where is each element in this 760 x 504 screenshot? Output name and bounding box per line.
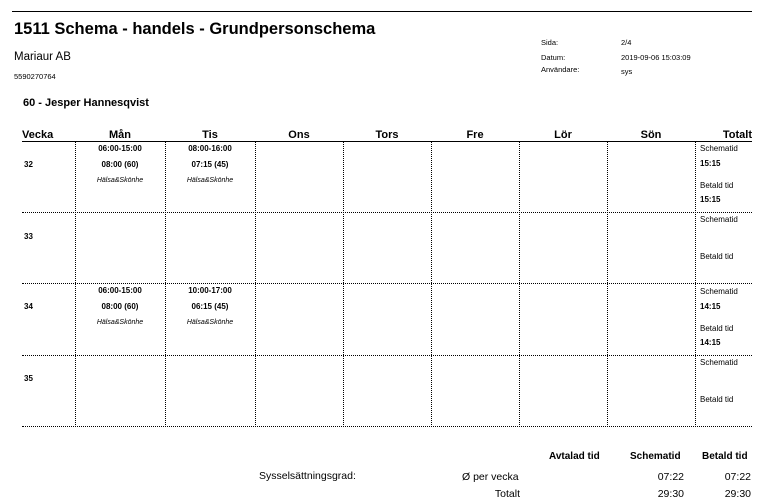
total-paid-label: Betald tid <box>700 252 734 261</box>
employee-name: 60 - Jesper Hannesqvist <box>23 97 149 109</box>
week-number: 33 <box>24 232 33 241</box>
user-label: Användare: <box>541 65 580 74</box>
total-paid-value: 14:15 <box>700 338 721 347</box>
org-number: 5590270764 <box>14 72 56 81</box>
week-number: 32 <box>24 160 33 169</box>
company-name: Mariaur AB <box>14 51 71 63</box>
col-header-total: Totalt <box>722 129 752 141</box>
total-paid-label: Betald tid <box>700 324 734 333</box>
total-schedule: 29:30 <box>657 488 684 500</box>
row-divider <box>22 426 752 427</box>
total-schedule-label: Schematid <box>700 358 738 367</box>
user-value: sys <box>621 67 633 76</box>
row-divider <box>22 355 752 356</box>
shift-department: Hälsa&Skönhe <box>186 177 234 184</box>
summary-header-paid: Betald tid <box>702 451 748 462</box>
day-cell-mon <box>75 144 165 185</box>
row-divider <box>22 283 752 284</box>
per-week-paid: 07:22 <box>724 471 751 483</box>
day-cell-tue <box>165 144 255 185</box>
shift-hours: 06:15 (45) <box>191 302 229 311</box>
row-divider <box>22 212 752 213</box>
day-cell-tue <box>165 286 255 327</box>
column-divider <box>255 142 256 427</box>
shift-department: Hälsa&Skönhe <box>186 319 234 326</box>
page-label: Sida: <box>541 38 559 47</box>
shift-hours: 08:00 (60) <box>101 160 139 169</box>
total-schedule-label: Schematid <box>700 287 738 296</box>
total-schedule-value: 15:15 <box>700 159 721 168</box>
report-title: 1511 Schema - handels - Grundpersonschema <box>14 20 376 38</box>
total-paid-label: Betald tid <box>700 395 734 404</box>
total-schedule-label: Schematid <box>700 144 738 153</box>
col-header-tue: Tis <box>202 129 218 141</box>
column-divider <box>519 142 520 427</box>
shift-department: Hälsa&Skönhe <box>96 319 144 326</box>
date-label: Datum: <box>541 53 566 62</box>
column-divider <box>431 142 432 427</box>
total-schedule-label: Schematid <box>700 215 738 224</box>
shift-time: 06:00-15:00 <box>98 144 142 153</box>
col-header-week: Vecka <box>22 129 54 141</box>
employment-rate-label: Sysselsättningsgrad: <box>259 470 356 482</box>
shift-hours: 08:00 (60) <box>101 302 139 311</box>
total-paid: 29:30 <box>724 488 751 500</box>
per-week-schedule: 07:22 <box>657 471 684 483</box>
shift-hours: 07:15 (45) <box>191 160 229 169</box>
top-rule <box>12 11 752 12</box>
col-header-fri: Fre <box>466 129 484 141</box>
summary-header-schedule: Schematid <box>630 451 681 462</box>
day-cell-mon <box>75 286 165 327</box>
column-divider <box>695 142 696 427</box>
date-value: 2019-09-06 15:03:09 <box>621 53 691 62</box>
col-header-wed: Ons <box>288 129 310 141</box>
summary-header-agreed: Avtalad tid <box>549 451 600 462</box>
header-rule <box>22 141 752 142</box>
total-paid-value: 15:15 <box>700 195 721 204</box>
shift-department: Hälsa&Skönhe <box>96 177 144 184</box>
total-paid-label: Betald tid <box>700 181 734 190</box>
col-header-sun: Sön <box>640 129 662 141</box>
week-number: 35 <box>24 374 33 383</box>
shift-time: 10:00-17:00 <box>188 286 232 295</box>
column-divider <box>343 142 344 427</box>
shift-time: 06:00-15:00 <box>98 286 142 295</box>
page-value: 2/4 <box>621 38 632 47</box>
total-label: Totalt <box>494 488 520 500</box>
per-week-label: Ø per vecka <box>462 471 519 483</box>
col-header-thu: Tors <box>375 129 399 141</box>
col-header-mon: Mån <box>109 129 131 141</box>
col-header-sat: Lör <box>554 129 572 141</box>
column-divider <box>607 142 608 427</box>
week-number: 34 <box>24 302 33 311</box>
shift-time: 08:00-16:00 <box>188 144 232 153</box>
total-schedule-value: 14:15 <box>700 302 721 311</box>
